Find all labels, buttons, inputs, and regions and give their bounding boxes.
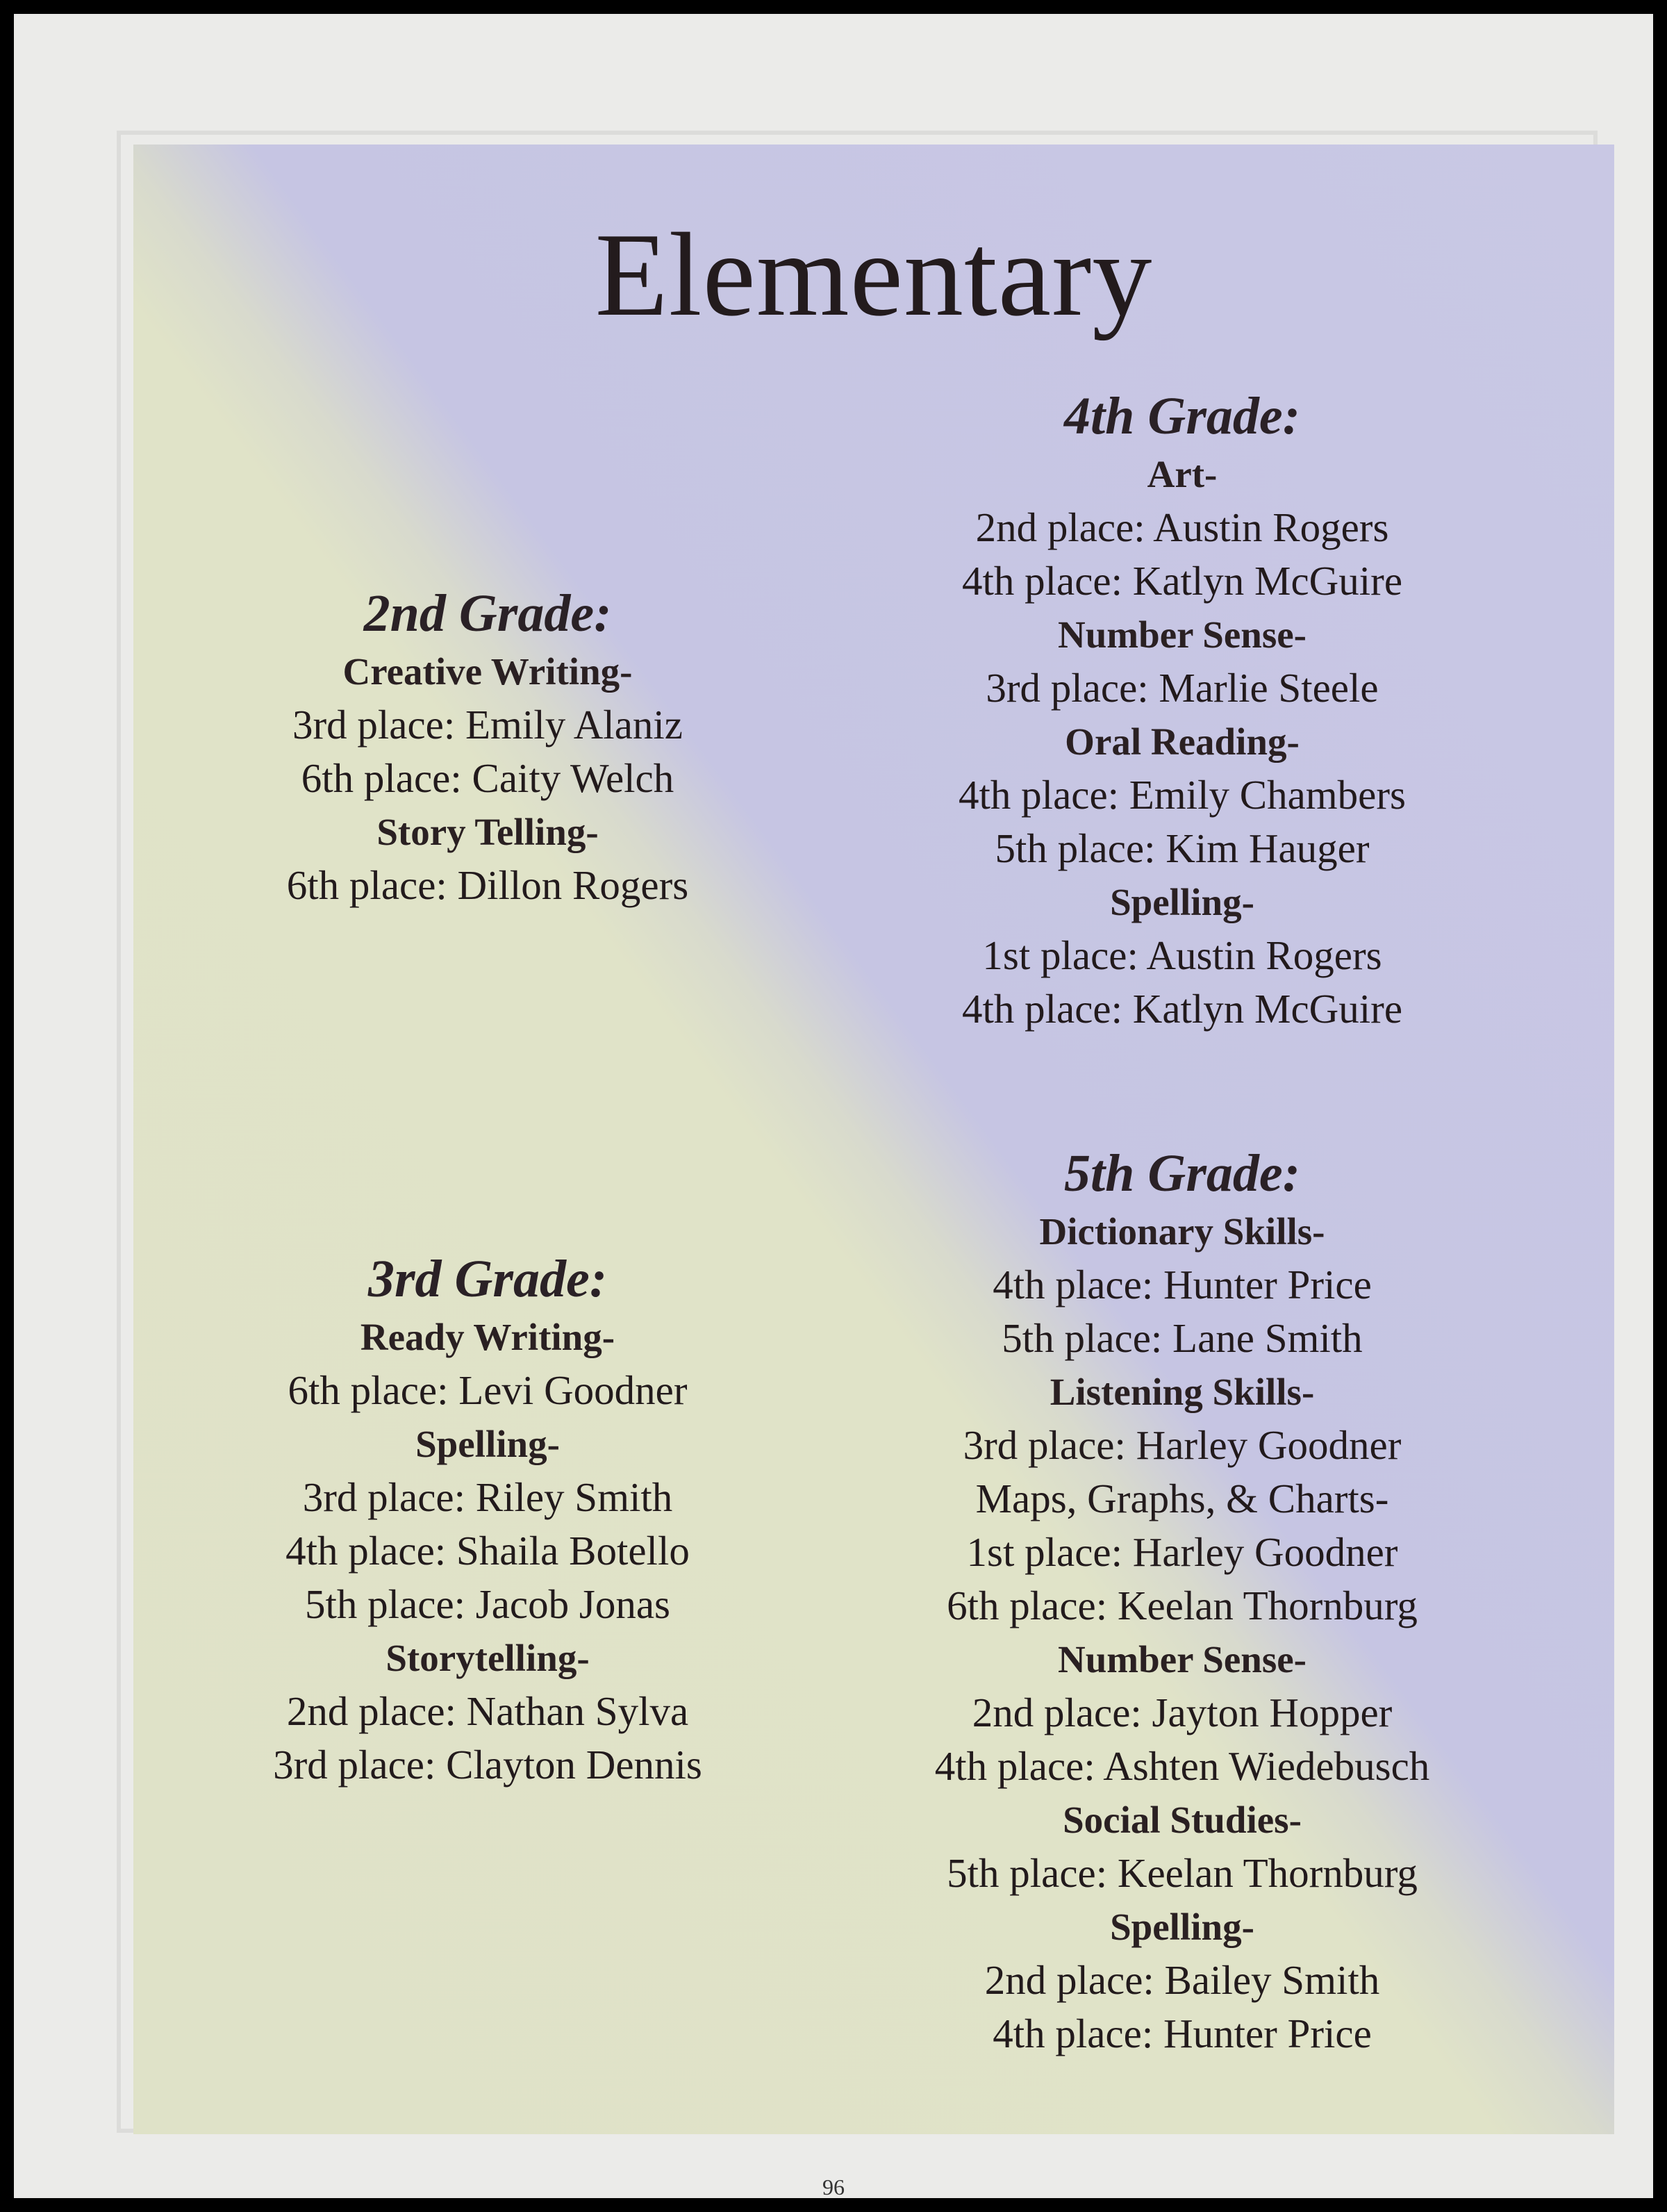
grade-heading: 4th Grade: (1064, 387, 1300, 445)
placement-entry: 3rd place: Clayton Dennis (273, 1742, 702, 1788)
yearbook-page (14, 14, 1653, 2198)
placement-entry: 5th place: Keelan Thornburg (947, 1850, 1418, 1896)
category-label: Number Sense- (1057, 613, 1307, 656)
award-list (244, 1310, 731, 1792)
category-label: Number Sense- (1057, 1638, 1307, 1681)
category-label: Oral Reading- (1065, 720, 1300, 763)
placement-entry: 6th place: Keelan Thornburg (947, 1583, 1418, 1628)
grade-heading: 3rd Grade: (367, 1250, 608, 1308)
content-panel (133, 145, 1614, 2134)
page-title: Elementary (595, 209, 1153, 341)
category-label: Art- (1147, 453, 1218, 495)
award-list (897, 447, 1467, 1036)
category-label: Spelling- (415, 1423, 560, 1465)
grade-heading: 5th Grade: (1064, 1144, 1300, 1203)
placement-entry: 5th place: Kim Hauger (995, 825, 1370, 871)
placement-entry: 4th place: Katlyn McGuire (961, 558, 1403, 604)
placement-entry: 1st place: Austin Rogers (982, 932, 1382, 978)
placement-entry: 4th place: Hunter Price (993, 1262, 1372, 1307)
grade-heading: 2nd Grade: (363, 584, 612, 643)
placement-entry: 3rd place: Harley Goodner (963, 1422, 1402, 1468)
category-label: Story Telling- (376, 811, 599, 853)
category-label: Storytelling- (385, 1637, 590, 1679)
grade-5-section (897, 1142, 1467, 2061)
placement-entry: 3rd place: Riley Smith (302, 1474, 673, 1520)
category-label: Listening Skills- (1050, 1371, 1315, 1413)
category-label: Spelling- (1110, 881, 1254, 923)
category-label: Creative Writing- (342, 650, 633, 693)
placement-entry: 5th place: Jacob Jonas (305, 1581, 670, 1627)
placement-entry: 3rd place: Emily Alaniz (292, 702, 683, 748)
page-number: 96 (822, 2174, 845, 2199)
category-label: Ready Writing- (360, 1316, 615, 1358)
placement-entry: 4th place: Ashten Wiedebusch (934, 1743, 1430, 1789)
placement-entry: 4th place: Emily Chambers (959, 772, 1406, 818)
category-label: Dictionary Skills- (1039, 1210, 1325, 1253)
placement-entry: 4th place: Shaila Botello (285, 1528, 690, 1574)
placement-entry: 4th place: Katlyn McGuire (961, 986, 1403, 1032)
placement-entry: 6th place: Dillon Rogers (286, 862, 689, 908)
placement-entry: 2nd place: Nathan Sylva (286, 1688, 689, 1734)
placement-entry: 2nd place: Austin Rogers (975, 504, 1389, 550)
grade-2-section (244, 582, 731, 912)
placement-entry: 4th place: Hunter Price (993, 2011, 1372, 2056)
placement-entry: 6th place: Levi Goodner (288, 1367, 688, 1413)
grade-4-section (897, 385, 1467, 1036)
placement-entry: Maps, Graphs, & Charts- (975, 1476, 1389, 1521)
category-label: Social Studies- (1063, 1799, 1302, 1841)
placement-entry: 1st place: Harley Goodner (966, 1529, 1398, 1575)
award-list (244, 645, 731, 912)
category-label: Spelling- (1110, 1906, 1254, 1948)
placement-entry: 2nd place: Bailey Smith (984, 1957, 1380, 2003)
placement-entry: 2nd place: Jayton Hopper (972, 1690, 1393, 1735)
placement-entry: 3rd place: Marlie Steele (986, 665, 1379, 711)
award-list (897, 1205, 1467, 2061)
placement-entry: 6th place: Caity Welch (301, 755, 674, 801)
placement-entry: 5th place: Lane Smith (1002, 1315, 1363, 1361)
grade-3-section (244, 1248, 731, 1792)
